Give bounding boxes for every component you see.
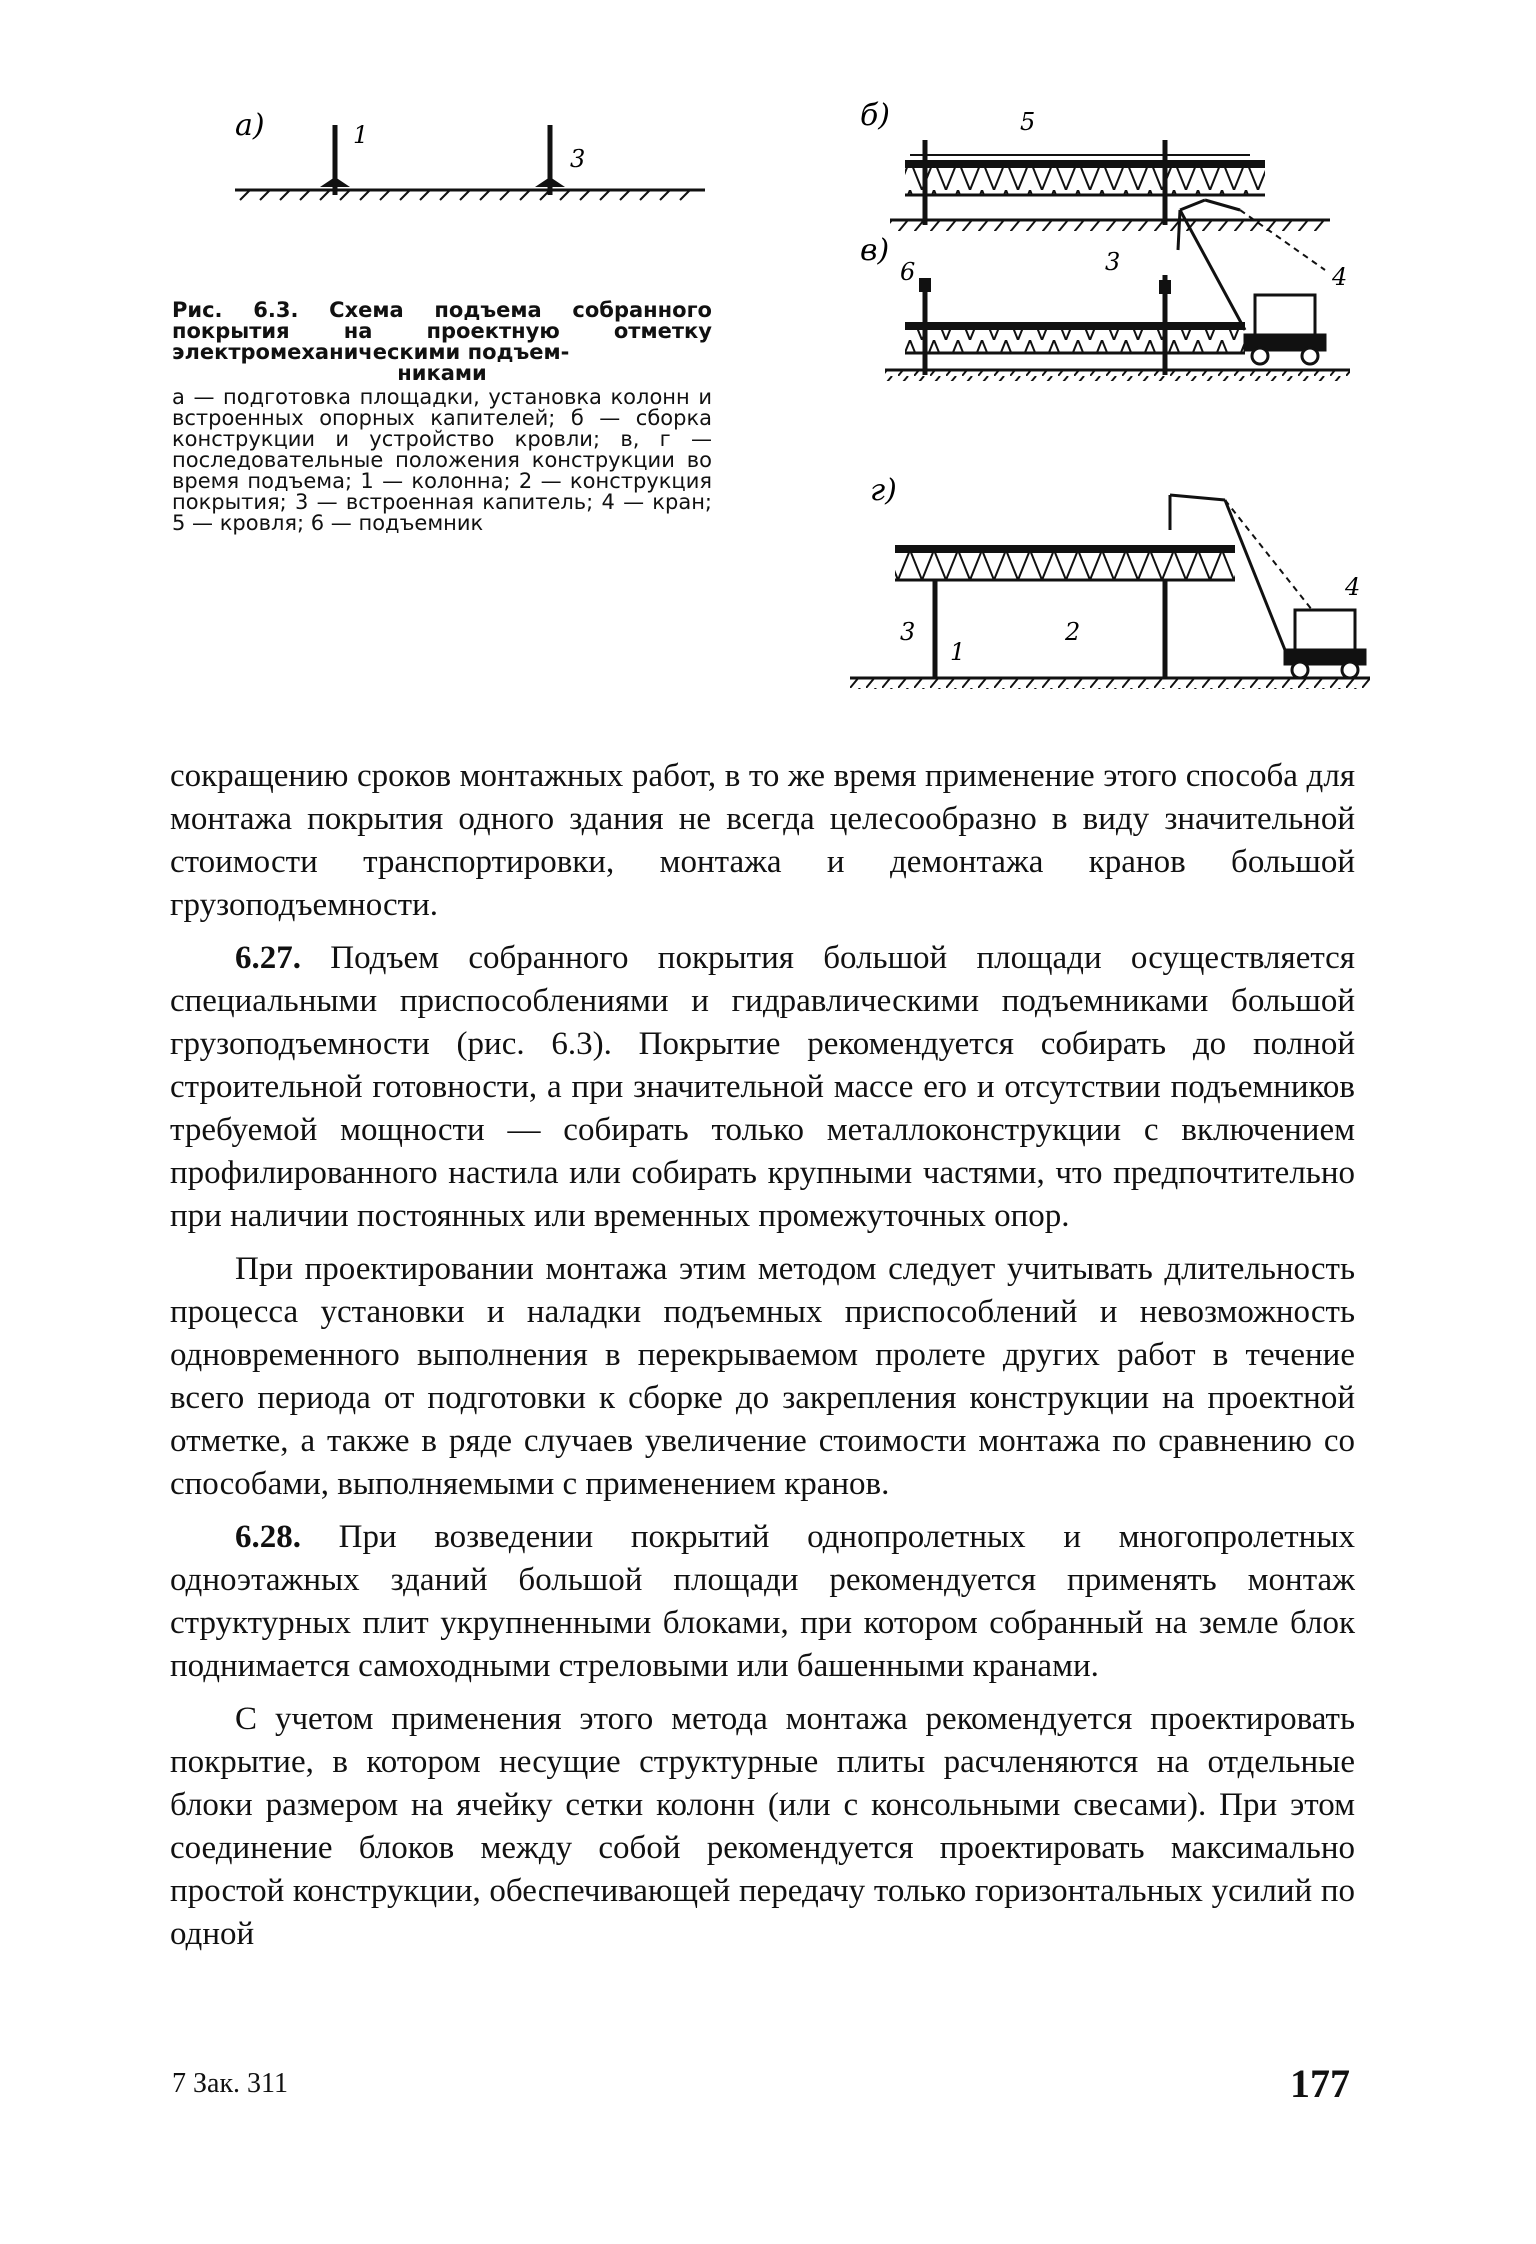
- paragraph-6-27: [170, 937, 1355, 1238]
- ground-g-hatching: [850, 679, 1370, 689]
- figure-panel-a: [225, 105, 715, 225]
- column-1: [320, 125, 350, 195]
- panel-v-letter: в): [860, 233, 890, 268]
- label-5: 5: [1020, 108, 1036, 136]
- label-1-g: 1: [950, 638, 966, 666]
- paragraph-6-27-text: Подъем собранного покрытия большой площади осуществляется специальными приспособлениями и гидравлическими подъемниками большой грузоподъемности (рис. 6.3). Покрытие рекомендуется собирать до полной строительной готовности, а при значительной массе его и отсутствии подъемников требуемой мощности — собирать только металлоконструкции с включением профилированного настила или собирать крупными частями, что предпочтительно при наличии постоянных или временных промежуточных опор.: [170, 940, 1355, 1234]
- caption-title: Рис. 6.3. Схема подъема собранного покрытия на проектную отметку электромеханическими подъем-: [172, 298, 712, 364]
- column-3: [535, 125, 565, 195]
- truss-panel-v: [905, 322, 1245, 353]
- figure-panels-right: [850, 100, 1370, 700]
- label-3-b: 3: [1105, 248, 1121, 276]
- section-number-6-28: 6.28.: [235, 1519, 301, 1555]
- panel-g-letter: г): [870, 473, 897, 508]
- page-number: 177: [1290, 2061, 1350, 2106]
- figure-caption: [172, 300, 712, 534]
- paragraph-6-28: [170, 1516, 1355, 1688]
- panel-b-letter: б): [860, 100, 891, 133]
- paragraph-3: При проектировании монтажа этим методом следует учитывать длительность процесса установки и наладки подъемных приспособлений и невозможность одновременного выполнения в перекрываемом пролете других работ в течение всего периода от подготовки к сборке до закрепления конструкции на проектной отметке, а также в ряде случаев увеличение стоимости монтажа по сравнению со способами, выполняемыми с применением кранов.: [170, 1251, 1355, 1502]
- paragraph-6-28-text: При возведении покрытий однопролетных и многопролетных одноэтажных зданий большой площади рекомендуется применять монтаж структурных плит укрупненными блоками, при котором собранный на земле блок поднимается самоходными стреловыми или башенными кранами.: [170, 1519, 1355, 1684]
- label-3-g: 3: [900, 618, 916, 646]
- caption-title-end: никами: [397, 361, 487, 385]
- label-6: 6: [900, 258, 916, 286]
- print-order-note: 7 Зак. 311: [172, 2068, 289, 2099]
- label-1: 1: [353, 121, 369, 149]
- label-4-v: 4: [1332, 263, 1348, 291]
- truss-panel-g: [895, 545, 1235, 580]
- section-number-6-27: 6.27.: [235, 940, 301, 976]
- body-text: [170, 755, 1355, 1966]
- ground-v-hatching: [885, 371, 1350, 381]
- label-2-g: 2: [1065, 618, 1081, 646]
- caption-legend: а — подготовка площадки, установка колонн и встроенных опорных капителей; б — сборка конструкции и устройство кровли; в, г — последовательные положения конструкции во время подъема; 1 — колонна; 2 — конструкция покрытия; 3 — встроенная капитель; 4 — кран; 5 — кровля; 6 — подъемник: [172, 385, 712, 535]
- crane-g: [1170, 495, 1365, 678]
- truss-panel-b: [905, 155, 1265, 195]
- ground-b-hatching: [890, 221, 1330, 231]
- paragraph-1: сокращению сроков монтажных работ, в то же время применение этого способа для монтажа покрытия одного здания не всегда целесообразно в виду значительной стоимости транспортировки, монтажа и демонтажа кранов большой грузоподъемности.: [170, 758, 1355, 923]
- label-4-g: 4: [1345, 573, 1361, 601]
- label-3: 3: [570, 145, 586, 173]
- panel-a-letter: а): [235, 108, 265, 143]
- paragraph-5: С учетом применения этого метода монтажа рекомендуется проектировать покрытие, в котором несущие структурные плиты расчленяются на отдельные блоки размером на ячейку сетки колонн (или с консольными свесами). При этом соединение блоков между собой рекомендуется проектировать максимально простой конструкции, обеспечивающей передачу только горизонтальных усилий по одной: [170, 1701, 1355, 1952]
